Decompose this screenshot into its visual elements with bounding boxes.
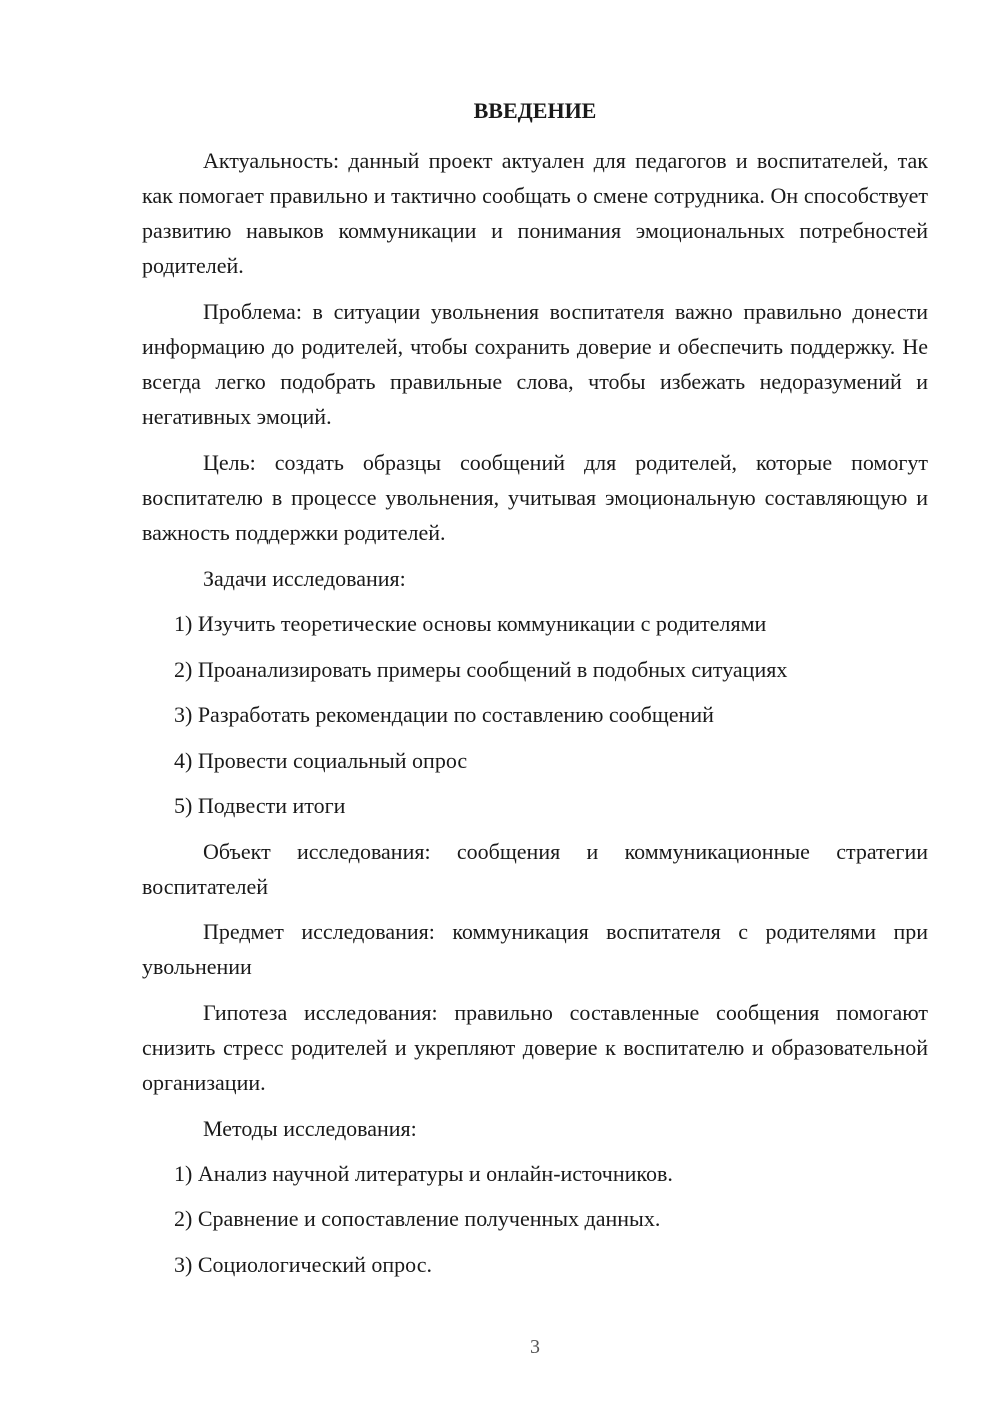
section-heading: ВВЕДЕНИЕ (473, 98, 597, 123)
goal-paragraph: Цель: создать образцы сообщений для родителей, которые помогут воспитателю в процессе увольнения, учитывая эмоциональную составляющую и важность поддержки родителей. (142, 450, 928, 545)
method-item: 2) Сравнение и сопоставление полученных данных. (174, 1206, 661, 1231)
task-item: 3) Разработать рекомендации по составлению сообщений (174, 702, 714, 727)
page-number: 3 (530, 1336, 540, 1358)
tasks-title: Задачи исследования: (203, 566, 406, 591)
subject-paragraph: Предмет исследования: коммуникация воспитателя с родителями при увольнении (142, 919, 928, 979)
task-item: 5) Подвести итоги (174, 793, 346, 818)
task-item: 2) Проанализировать примеры сообщений в подобных ситуациях (174, 657, 788, 682)
task-item: 4) Провести социальный опрос (174, 748, 468, 773)
relevance-paragraph: Актуальность: данный проект актуален для педагогов и воспитателей, так как помогает правильно и тактично сообщать о смене сотрудника. Он способствует развитию навыков коммуникации и понимания эмоциональных потребностей родителей. (142, 148, 928, 278)
object-paragraph: Объект исследования: сообщения и коммуникационные стратегии воспитателей (142, 839, 928, 899)
methods-title: Методы исследования: (203, 1116, 417, 1141)
task-item: 1) Изучить теоретические основы коммуникации с родителями (174, 611, 767, 636)
method-item: 3) Социологический опрос. (174, 1252, 432, 1277)
problem-paragraph: Проблема: в ситуации увольнения воспитателя важно правильно донести информацию до родителей, чтобы сохранить доверие и обеспечить поддержку. Не всегда легко подобрать правильные слова, чтобы избежать недоразумений и негативных эмоций. (142, 299, 928, 429)
hypothesis-paragraph: Гипотеза исследования: правильно составленные сообщения помогают снизить стресс родителей и укрепляют доверие к воспитателю и образовательной организации. (142, 1000, 928, 1095)
method-item: 1) Анализ научной литературы и онлайн-источников. (174, 1161, 673, 1186)
